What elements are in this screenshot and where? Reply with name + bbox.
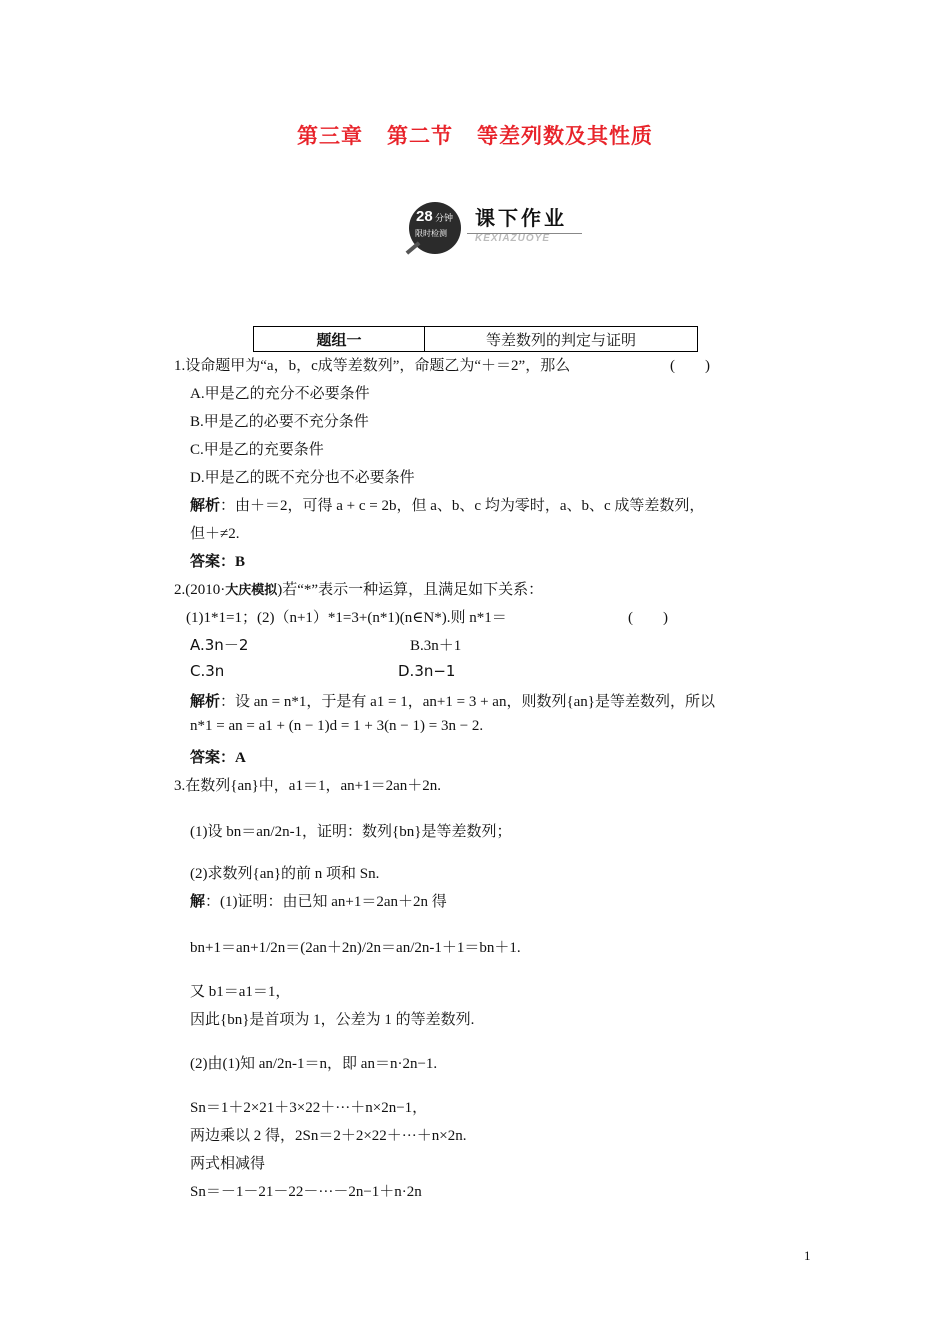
q3-solution-label: 解 (190, 894, 206, 910)
title-chapter: 第三章 (297, 124, 363, 148)
q2-answer: 答案：A (190, 750, 246, 766)
q1-option-a: A.甲是乙的充分不必要条件 (190, 386, 370, 402)
q2-analysis-text1: ：设 an = n*1，于是有 a1 = 1，an+1 = 3 + an，则数列{an}是等差数列，所以 (220, 694, 716, 710)
q1-option-d: D.甲是乙的既不充分也不必要条件 (190, 470, 415, 486)
q2-option-b: B.3n＋1 (410, 638, 462, 654)
q3-part2-solution: (2)由(1)知 an/2n-1＝n，即 an＝n·2n−1. (190, 1056, 438, 1072)
badge-sub: 限时检测 (415, 229, 447, 238)
badge-unit: 分钟 (435, 214, 454, 224)
page-title (0, 120, 950, 150)
q1-stem (174, 354, 570, 375)
q3-part1: (1)设 bn＝an/2n-1，证明：数列{bn}是等差数列； (190, 824, 512, 840)
q2-option-a: A.3n－2 (190, 636, 249, 654)
q1-analysis-text1: ：由＋＝2，可得 a + c = 2b，但 a、b、c 均为零时，a、b、c 成等差数列， (220, 498, 705, 514)
q3-b1: 又 b1＝a1＝1， (190, 984, 291, 1000)
homework-badge (405, 200, 585, 266)
q2-stem-suffix: )若“*”表示一种运算，且满足如下关系： (277, 582, 544, 598)
group-table (253, 326, 698, 352)
q3-bn-recurrence: bn+1＝an+1/2n＝(2an＋2n)/2n＝an/2n-1＋1＝bn＋1. (190, 940, 521, 956)
badge-number: 28 (416, 208, 433, 225)
q2-analysis-line1 (190, 690, 715, 711)
q1-answer: 答案：B (190, 554, 246, 570)
q1-option-b: B.甲是乙的必要不充分条件 (190, 414, 369, 430)
q2-stem (174, 578, 543, 599)
group-label: 题组一 (254, 327, 425, 352)
badge-pinyin: KEXIAZUOYE (475, 233, 551, 244)
title-section: 第二节 (387, 124, 453, 148)
q1-option-c: C.甲是乙的充要条件 (190, 442, 324, 458)
q1-analysis-line1 (190, 494, 704, 515)
q2-bracket: ( ) (628, 610, 668, 626)
q2-condition: (1)1*1=1；(2)（n+1）*1=3+(n*1)(n∈N*).则 n*1＝ (186, 610, 507, 626)
q3-sn-line3: 两式相减得 (190, 1156, 266, 1172)
badge-main: 课下作业 (475, 206, 567, 230)
page-number: 1 (804, 1248, 811, 1263)
q2-analysis-line2: n*1 = an = a1 + (n − 1)d = 1 + 3(n − 1) = 3n − 2. (190, 718, 484, 734)
q3-conclusion: 因此{bn}是首项为 1，公差为 1 的等差数列. (190, 1012, 475, 1028)
q3-sn-line4: Sn＝－1－21－22－···－2n−1＋n·2n (190, 1184, 422, 1200)
q3-part2: (2)求数列{an}的前 n 项和 Sn. (190, 866, 380, 882)
q3-sn-line1: Sn＝1＋2×21＋3×22＋···＋n×2n−1， (190, 1100, 428, 1116)
q2-stem-prefix: 2.(2010· (174, 582, 226, 598)
q2-stem-source: 大庆模拟 (225, 583, 278, 598)
q1-analysis-label: 解析 (190, 498, 221, 514)
q2-option-d: D.3n−1 (398, 662, 456, 680)
q3-solution-intro (190, 890, 447, 911)
q1-stem-text: 1.设命题甲为“a，b，c成等差数列”，命题乙为“＋＝2”，那么 (174, 358, 571, 374)
q3-sn-line2: 两边乘以 2 得，2Sn＝2＋2×22＋···＋n×2n. (190, 1128, 467, 1144)
group-topic: 等差数列的判定与证明 (425, 327, 698, 352)
q3-stem: 3.在数列{an}中，a1＝1，an+1＝2an＋2n. (174, 778, 441, 794)
q1-analysis-line2: 但＋≠2. (190, 526, 240, 542)
q1-bracket: ( ) (670, 358, 710, 374)
q2-option-c: C.3n (190, 662, 225, 680)
q2-analysis-label: 解析 (190, 694, 221, 710)
q3-solution-text: ：(1)证明：由已知 an+1＝2an＋2n 得 (205, 894, 447, 910)
title-topic: 等差列数及其性质 (477, 124, 653, 148)
